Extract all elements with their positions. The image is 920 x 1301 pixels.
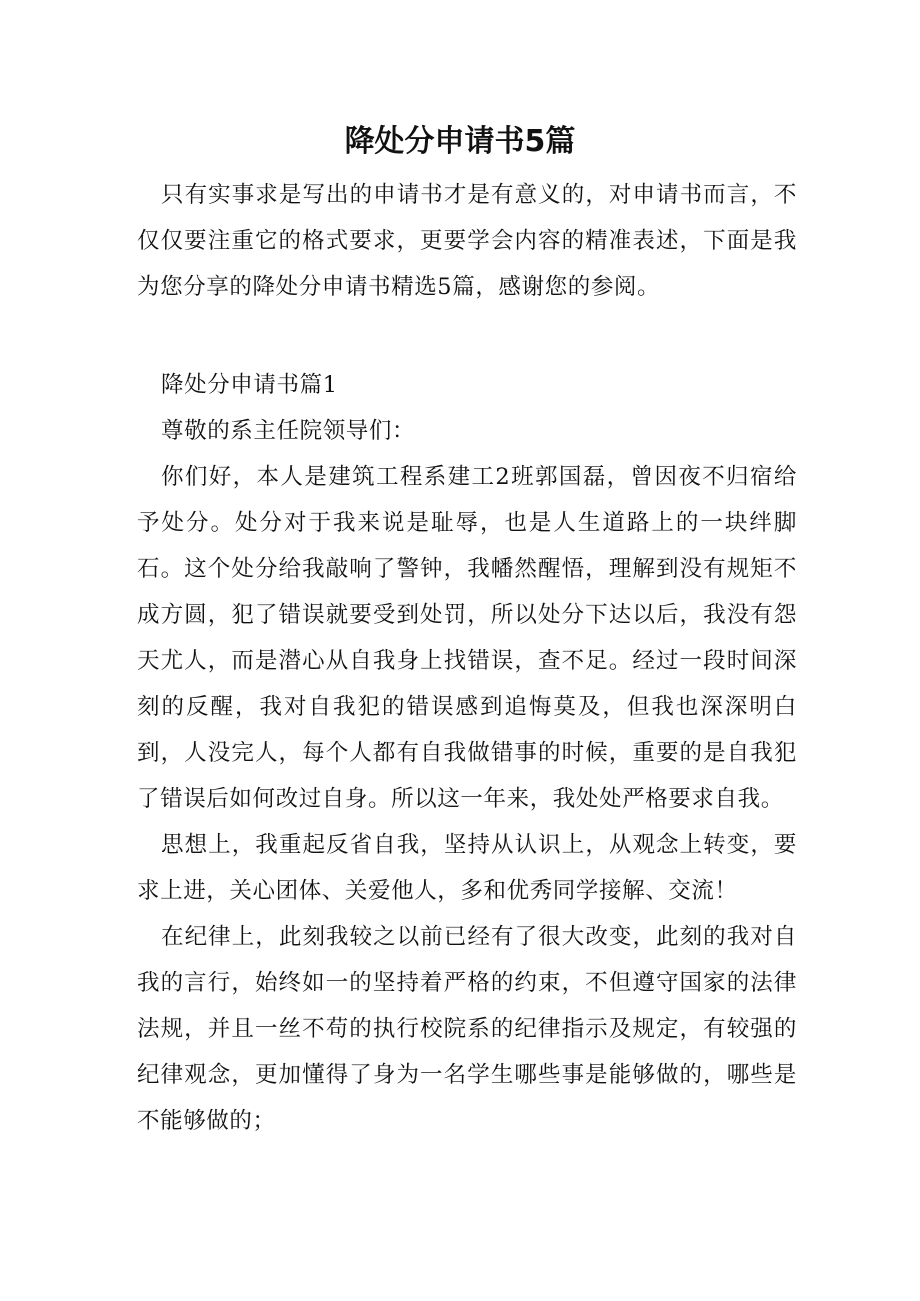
body-paragraph-1: 你们好，本人是建筑工程系建工2班郭国磊，曾因夜不归宿给予处分。处分对于我来说是耻辱，也是人生道路上的一块绊脚石。这个处分给我敲响了警钟，我幡然醒悟，理解到没有规矩不成方圆，犯了错误就要受到处罚，所以处分下达以后，我没有怨天尤人，而是潜心从自我身上找错误，查不足。经过一段时间深刻的反醒，我对自我犯的错误感到追悔莫及，但我也深深明白到，人没完人，每个人都有自我做错事的时候，重要的是自我犯了错误后如何改过自身。所以这一年来，我处处严格要求自我。 — [137, 464, 797, 812]
intro-block — [137, 172, 797, 310]
body-paragraph-2: 思想上，我重起反省自我，坚持从认识上，从观念上转变，要求上进，关心团体、关爱他人，多和优秀同学接解、交流！ — [137, 832, 797, 904]
salutation: 尊敬的系主任院领导们： — [161, 418, 416, 444]
document-title: 降处分申请书5篇 — [344, 124, 576, 159]
body-paragraph-3: 在纪律上，此刻我较之以前已经有了很大改变，此刻的我对自我的言行，始终如一的坚持着严格的约束，不但遵守国家的法律法规，并且一丝不苟的执行校院系的纪律指示及规定，有较强的纪律观念，更加懂得了身为一名学生哪些事是能够做的，哪些是不能够做的； — [137, 924, 797, 1134]
section-heading: 降处分申请书篇1 — [161, 372, 338, 398]
intro-paragraph: 只有实事求是写出的申请书才是有意义的，对申请书而言，不仅仅要注重它的格式要求，更要学会内容的精准表述，下面是我为您分享的降处分申请书精选5篇，感谢您的参阅。 — [137, 182, 797, 300]
section-1 — [137, 362, 797, 1144]
